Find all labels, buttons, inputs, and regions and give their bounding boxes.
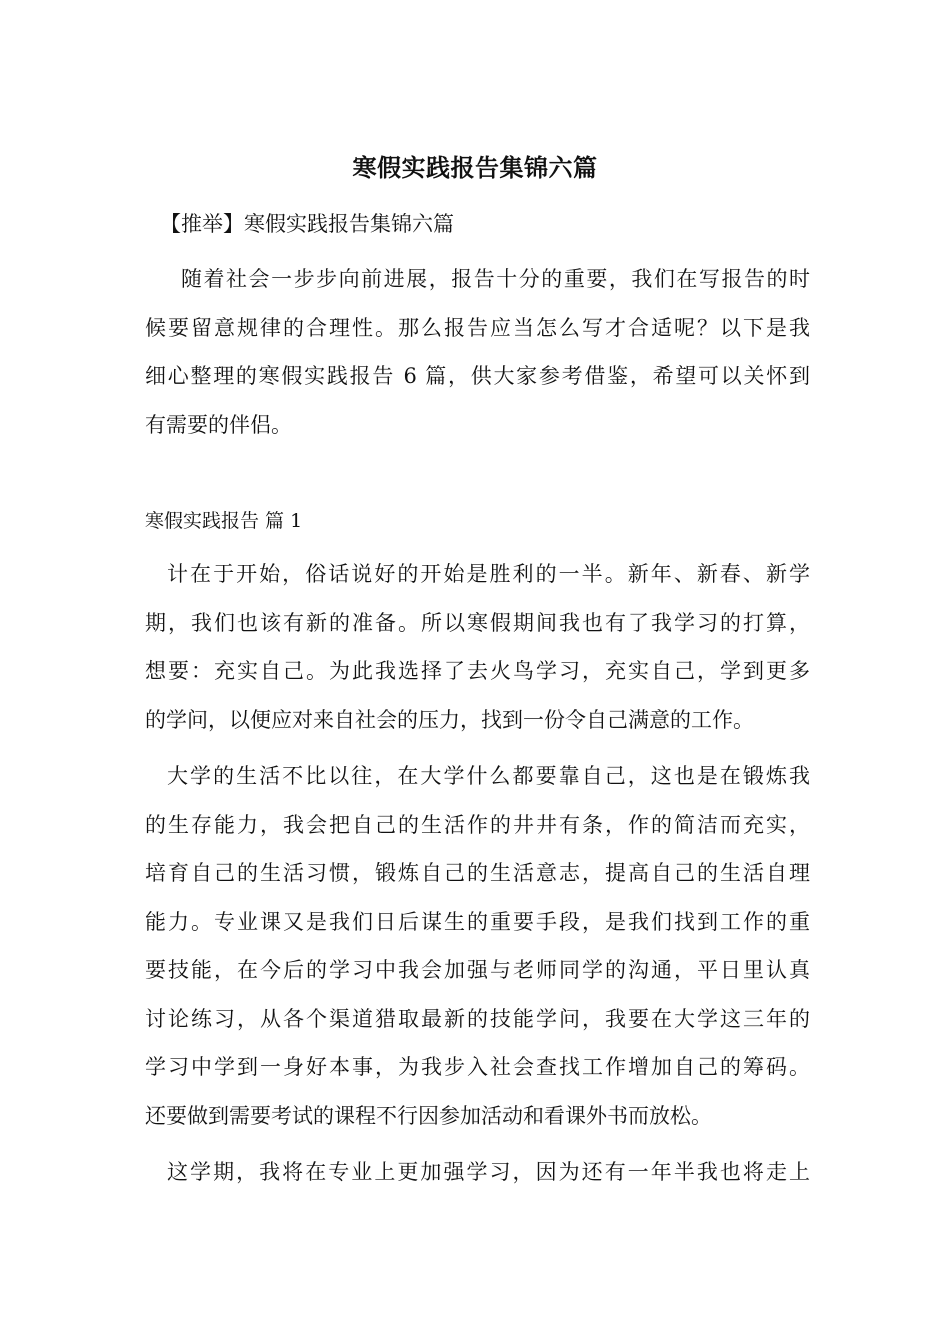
paragraph-line: 这学期，我将在专业上更加强学习，因为还有一年半我也将走上 [167, 1160, 810, 1184]
intro-paragraph [145, 255, 810, 449]
paragraph-line: 培育自己的生活习惯，锻炼自己的生活意志，提高自己的生活自理 [145, 861, 810, 885]
paragraph-line: 还要做到需要考试的课程不行因参加活动和看课外书而放松。 [145, 1103, 712, 1128]
intro-line: 候要留意规律的合理性。那么报告应当怎么写才合适呢？以下是我 [145, 315, 810, 340]
paragraph-line: 想要：充实自己。为此我选择了去火鸟学习，充实自己，学到更多 [145, 659, 810, 683]
paragraph-line: 期，我们也该有新的准备。所以寒假期间我也有了我学习的打算， [145, 610, 810, 635]
paragraph-line: 学习中学到一身好本事，为我步入社会查找工作增加自己的筹码。 [145, 1055, 810, 1079]
recommend-line: 【推举】寒假实践报告集锦六篇 [160, 212, 454, 236]
section-heading: 寒假实践报告 篇 1 [145, 510, 303, 532]
paragraph-line: 要技能，在今后的学习中我会加强与老师同学的沟通，平日里认真 [145, 958, 810, 982]
paragraph-line: 讨论练习，从各个渠道猎取最新的技能学问，我要在大学这三年的 [145, 1006, 810, 1031]
intro-line: 细心整理的寒假实践报告 6 篇，供大家参考借鉴，希望可以关怀到 [145, 364, 810, 388]
paragraph-1 [145, 550, 810, 744]
paragraph-line: 能力。专业课又是我们日后谋生的重要手段，是我们找到工作的重 [145, 909, 810, 934]
intro-line: 随着社会一步步向前进展，报告十分的重要，我们在写报告的时 [181, 267, 810, 291]
paragraph-2 [145, 752, 810, 1140]
paragraph-line: 的学问，以便应对来自社会的压力，找到一份令自己满意的工作。 [145, 707, 754, 732]
paragraph-line: 大学的生活不比以往，在大学什么都要靠自己，这也是在锻炼我 [167, 764, 810, 788]
document-title: 寒假实践报告集锦六篇 [352, 153, 598, 182]
paragraph-line: 计在于开始，俗话说好的开始是胜利的一半。新年、新春、新学 [167, 562, 810, 586]
paragraph-3 [145, 1148, 810, 1197]
intro-line: 有需要的伴侣。 [145, 412, 292, 437]
paragraph-line: 的生存能力，我会把自己的生活作的井井有条，作的简洁而充实， [145, 812, 810, 837]
